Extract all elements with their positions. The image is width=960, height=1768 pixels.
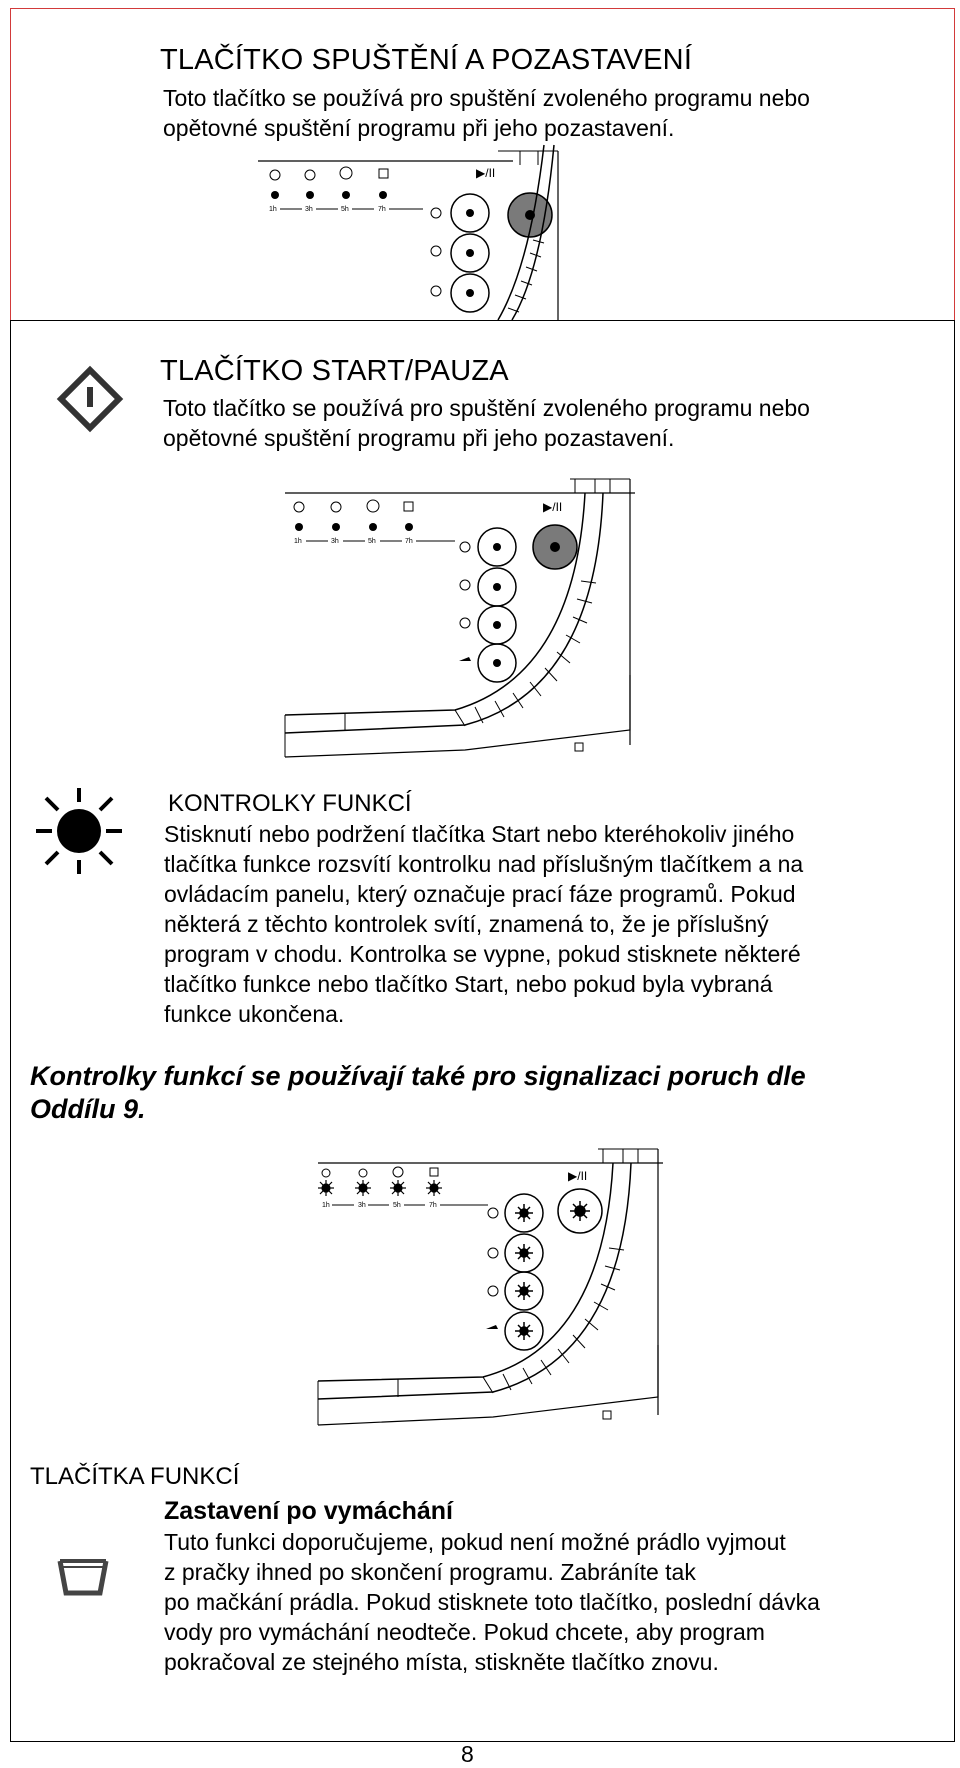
notice-fault-signalling [30,1060,806,1126]
section-title-start-pause-old: TLAČÍTKO SPUŠTĚNÍ A POZASTAVENÍ [160,44,693,76]
rinse-hold-tub-icon [58,1557,108,1597]
section-title-start-pause: TLAČÍTKO START/PAUZA [160,355,509,387]
text-line: Toto tlačítko se používá pro spuštění zvoleného programu nebo [163,395,810,421]
page-number: 8 [461,1741,474,1767]
time-label: 5h [393,1202,401,1209]
time-label: 7h [378,206,386,213]
subsection-title-rinse-hold: Zastavení po vymáchání [164,1497,454,1525]
section-title-function-buttons: TLAČÍTKA FUNKCÍ [30,1463,240,1490]
time-label: 3h [305,206,313,213]
indicator-light-icon [36,788,122,874]
notice-line: Kontrolky funkcí se používají také pro signalizaci poruch dle [30,1061,806,1091]
time-label: 5h [368,538,376,545]
control-panel-illustration-1 [258,145,628,320]
time-label: 7h [429,1202,437,1209]
start-pause-symbol: ▶/II [476,166,496,180]
time-label: 7h [405,538,413,545]
start-pause-symbol: ▶/II [543,500,563,514]
start-pause-diamond-icon [58,367,122,431]
text-line: tlačítka funkce rozsvítí kontrolku nad příslušným tlačítkem a na [164,851,804,877]
text-line: Tuto funkci doporučujeme, pokud není možné prádlo vyjmout [164,1529,786,1555]
notice-line: Oddílu 9. [30,1094,146,1124]
start-pause-symbol: ▶/II [568,1169,588,1183]
text-line: vody pro vymáchání neodteče. Pokud chcete, aby program [164,1619,765,1645]
paragraph-rinse-hold [164,1527,820,1677]
time-label: 1h [269,206,277,213]
text-line: pokračoval ze stejného místa, stiskněte tlačítko znovu. [164,1649,719,1675]
paragraph-start-pause [163,393,810,453]
text-line: ovládacím panelu, který označuje prací fáze programů. Pokud [164,881,796,907]
time-label: 1h [322,1202,330,1209]
lit-function-leds [505,1194,543,1350]
text-line: opětovné spuštění programu při jeho pozastavení. [163,115,675,141]
paragraph-start-pause-old [163,83,810,143]
text-line: opětovné spuštění programu při jeho pozastavení. [163,425,675,451]
text-line: tlačítko funkce nebo tlačítko Start, nebo pokud byla vybraná [164,971,773,997]
time-label: 5h [341,206,349,213]
text-line: program v chodu. Kontrolka se vypne, pokud stisknete některé [164,941,801,967]
time-label: 3h [331,538,339,545]
lit-led-small [318,1180,442,1196]
text-line: funkce ukončena. [164,1001,345,1027]
time-label: 3h [358,1202,366,1209]
mode-icons-row-1 [270,167,388,180]
text-line: Toto tlačítko se používá pro spuštění zvoleného programu nebo [163,85,810,111]
time-label: 1h [294,538,302,545]
section-title-indicators: KONTROLKY FUNKCÍ [168,790,412,817]
control-panel-illustration-3 [318,1145,678,1435]
text-line: Stisknutí nebo podržení tlačítka Start nebo kteréhokoliv jiného [164,821,795,847]
text-line: po mačkání prádla. Pokud stisknete toto tlačítko, poslední dávka [164,1589,820,1615]
text-line: z pračky ihned po skončení programu. Zabráníte tak [164,1559,696,1585]
paragraph-indicators [164,819,803,1029]
control-panel-illustration-2 [285,475,655,765]
text-line: některá z těchto kontrolek svítí, znamená to, že je příslušný [164,911,769,937]
lit-start-led [570,1201,590,1221]
